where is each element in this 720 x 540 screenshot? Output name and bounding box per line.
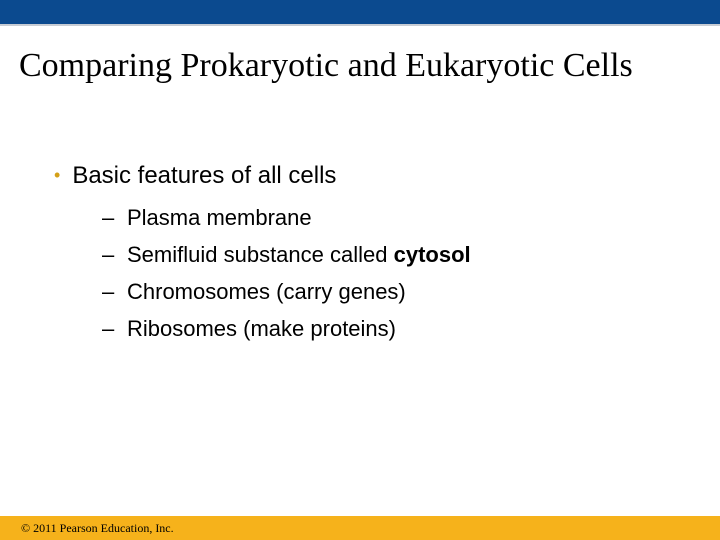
sub-item-dash: –: [102, 279, 115, 304]
sub-item-dash: –: [102, 242, 115, 267]
sub-item-cytosol: [102, 236, 471, 273]
main-bullet: [54, 160, 336, 193]
top-banner: [0, 0, 720, 24]
sub-item-chromosomes: [102, 273, 471, 310]
sub-item-ribosomes: [102, 310, 471, 347]
title-divider: [0, 24, 720, 26]
sub-item-text: Plasma membrane: [127, 205, 312, 230]
sub-item-text: Chromosomes (carry genes): [127, 279, 406, 304]
sub-item-emphasis: cytosol: [393, 242, 471, 267]
sub-item-plasma-membrane: [102, 199, 471, 236]
sub-item-text: Semifluid substance called: [127, 242, 394, 267]
slide-title: Comparing Prokaryotic and Eukaryotic Cells: [19, 47, 633, 84]
sub-item-dash: –: [102, 205, 115, 230]
sub-item-text: Ribosomes (make proteins): [127, 316, 396, 341]
sub-item-dash: –: [102, 316, 115, 341]
sub-bullet-list: [102, 199, 471, 347]
main-bullet-text: Basic features of all cells: [72, 162, 337, 189]
copyright-notice: © 2011 Pearson Education, Inc.: [21, 521, 174, 535]
bullet-marker: •: [54, 165, 61, 185]
